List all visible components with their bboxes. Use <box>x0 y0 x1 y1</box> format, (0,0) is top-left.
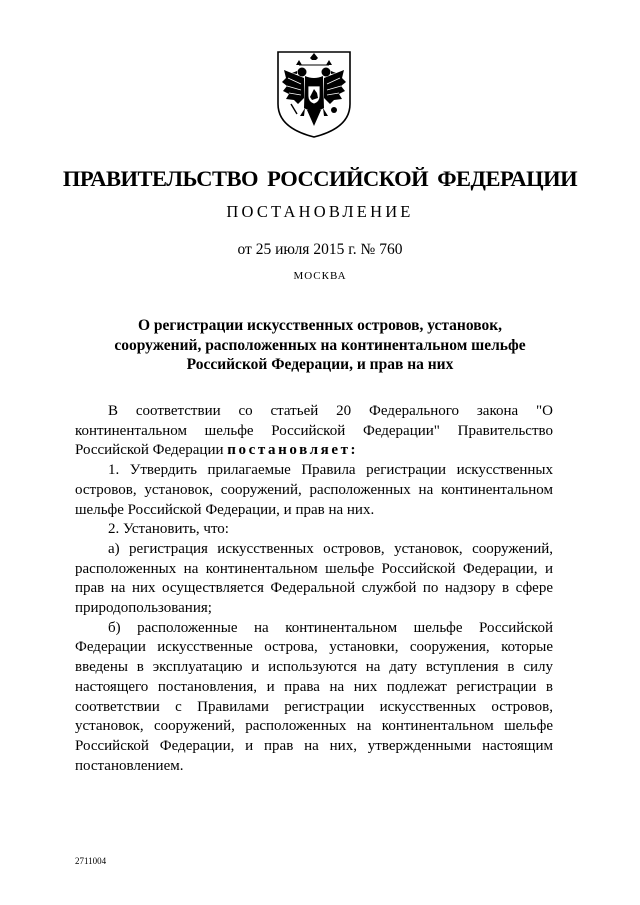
preamble-paragraph <box>75 402 553 461</box>
document-subject: О регистрации искусственных островов, установок, сооружений, расположенных на континентальном шельфе Российской Федерации, и прав на них <box>114 317 526 373</box>
document-date-number: от 25 июля 2015 г. № 760 <box>237 241 403 258</box>
preamble-text: В соответствии со статьей 20 Федерального закона "О континентальном шельфе Российской Федерации" Правительство Российской Федерации <box>75 403 553 459</box>
item-1-paragraph: 1. Утвердить прилагаемые Правила регистрации искусственных островов, установок, сооружений, расположенных на континентальном шельфе Российской Федерации, и прав на них. <box>75 462 553 518</box>
page-code: 2711004 <box>75 856 107 866</box>
government-title: ПРАВИТЕЛЬСТВО РОССИЙСКОЙ ФЕДЕРАЦИИ <box>62 166 578 191</box>
document-city: МОСКВА <box>293 270 347 282</box>
resolves-word: постановляет <box>227 442 351 459</box>
document-kind: ПОСТАНОВЛЕНИЕ <box>226 202 414 221</box>
item-2a-paragraph: а) регистрация искусственных островов, установок, сооружений, расположенных на континентальном шельфе Российской Федерации, и прав на них осуществляется Федеральной службой по надзору в сфере природопользования; <box>75 540 553 617</box>
item-2b-paragraph: б) расположенные на континентальном шельфе Российской Федерации искусственные острова, установки, сооружения, которые введены в эксплуатацию и используются на дату вступления в силу настоящего постановления, и права на них подлежат регистрации в соответствии с Правилами регистрации искусственных островов, установок, сооружений, расположенных на континентальном шельфе Российской Федерации, и прав на них, утвержденными настоящим постановлением. <box>75 619 553 774</box>
item-2-paragraph: 2. Установить, что: <box>108 521 229 538</box>
document-body <box>75 402 553 776</box>
coat-of-arms-icon <box>274 48 354 140</box>
resolves-colon: : <box>350 442 359 459</box>
